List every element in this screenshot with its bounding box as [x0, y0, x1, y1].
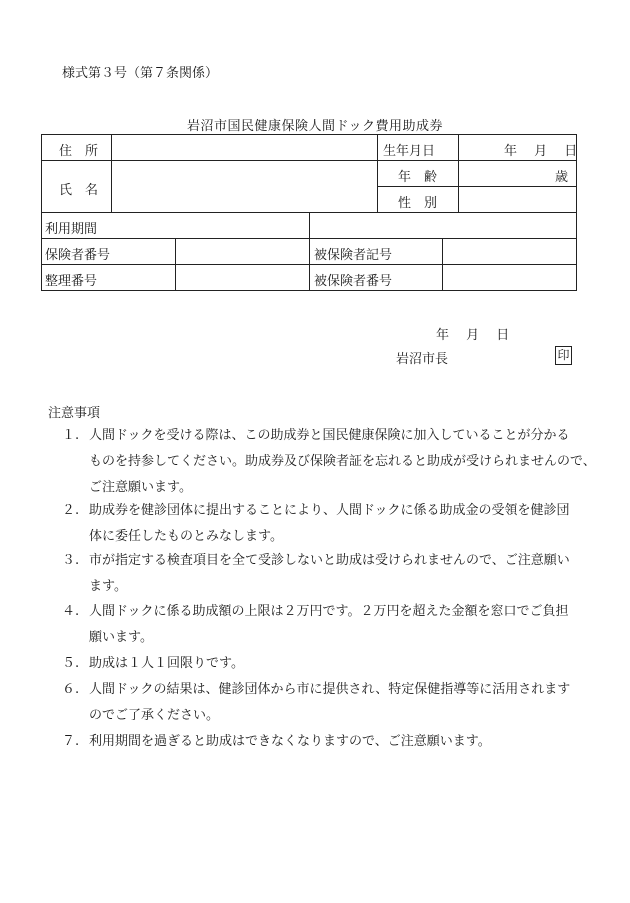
note-line: 人間ドックを受ける際は、この助成券と国民健康保険に加入していることが分かる [89, 428, 570, 443]
form-number-label: 様式第３号（第７条関係） [62, 66, 219, 81]
note-item [62, 498, 592, 550]
period-label: 利用期間 [45, 222, 98, 237]
note-number: ６. [62, 682, 80, 697]
note-item [62, 599, 592, 651]
note-number: ２. [62, 503, 80, 518]
note-line: ご注意願います。 [89, 480, 192, 495]
note-number: １. [62, 428, 80, 443]
age-label: 年 齢 [398, 170, 438, 185]
insured-number-field[interactable] [443, 265, 576, 290]
note-item [62, 651, 592, 677]
issuer-title: 岩沼市長 [396, 352, 449, 367]
note-line: ます。 [89, 579, 127, 594]
insured-symbol-label: 被保険者記号 [314, 248, 393, 263]
reference-number-field[interactable] [176, 265, 308, 290]
note-line: 助成は１人１回限りです。 [89, 656, 244, 671]
insured-symbol-field[interactable] [443, 239, 576, 264]
sex-field[interactable] [459, 187, 576, 212]
note-item [62, 548, 592, 600]
note-line: 願います。 [89, 630, 153, 645]
note-item [62, 677, 592, 729]
note-number: ３. [62, 553, 80, 568]
table-col-line [377, 134, 378, 212]
note-item [62, 423, 596, 501]
sex-label: 性 別 [398, 196, 438, 211]
note-number: ７. [62, 734, 80, 749]
document-title: 岩沼市国民健康保険人間ドック費用助成券 [187, 119, 443, 134]
insurer-number-field[interactable] [176, 239, 308, 264]
name-label: 氏 名 [59, 183, 99, 198]
issue-date: 年 月 日 [436, 328, 510, 343]
reference-number-label: 整理番号 [45, 274, 98, 289]
birthdate-label: 生年月日 [383, 144, 436, 159]
insurer-number-label: 保険者番号 [45, 248, 111, 263]
seal-stamp-box: 印 [555, 346, 572, 365]
note-line: 利用期間を過ぎると助成はできなくなりますので、ご注意願います。 [89, 734, 491, 749]
note-line: 人間ドックに係る助成額の上限は２万円です。２万円を超えた金額を窓口でご負担 [89, 604, 569, 619]
note-line: 市が指定する検査項目を全て受診しないと助成は受けられませんので、ご注意願い [89, 553, 570, 568]
name-field[interactable] [112, 161, 376, 212]
insured-number-label: 被保険者番号 [314, 274, 393, 289]
notes-heading: 注意事項 [48, 406, 101, 421]
note-line: 体に委任したものとみなします。 [89, 529, 283, 544]
age-unit: 歳 [555, 170, 569, 185]
note-line: のでご了承ください。 [89, 708, 220, 723]
address-label: 住 所 [59, 144, 99, 159]
note-number: ５. [62, 656, 80, 671]
note-item [62, 729, 592, 755]
note-line: 助成券を健診団体に提出することにより、人間ドックに係る助成金の受領を健診団 [89, 503, 570, 518]
note-number: ４. [62, 604, 80, 619]
note-line: 人間ドックの結果は、健診団体から市に提供され、特定保健指導等に活用されます [89, 682, 571, 697]
birthdate-value[interactable]: 年 月 日 [504, 144, 578, 159]
address-field[interactable] [112, 135, 376, 160]
note-line: ものを持参してください。助成券及び保険者証を忘れると助成が受けられませんので、 [89, 454, 596, 469]
period-field[interactable] [310, 213, 576, 238]
